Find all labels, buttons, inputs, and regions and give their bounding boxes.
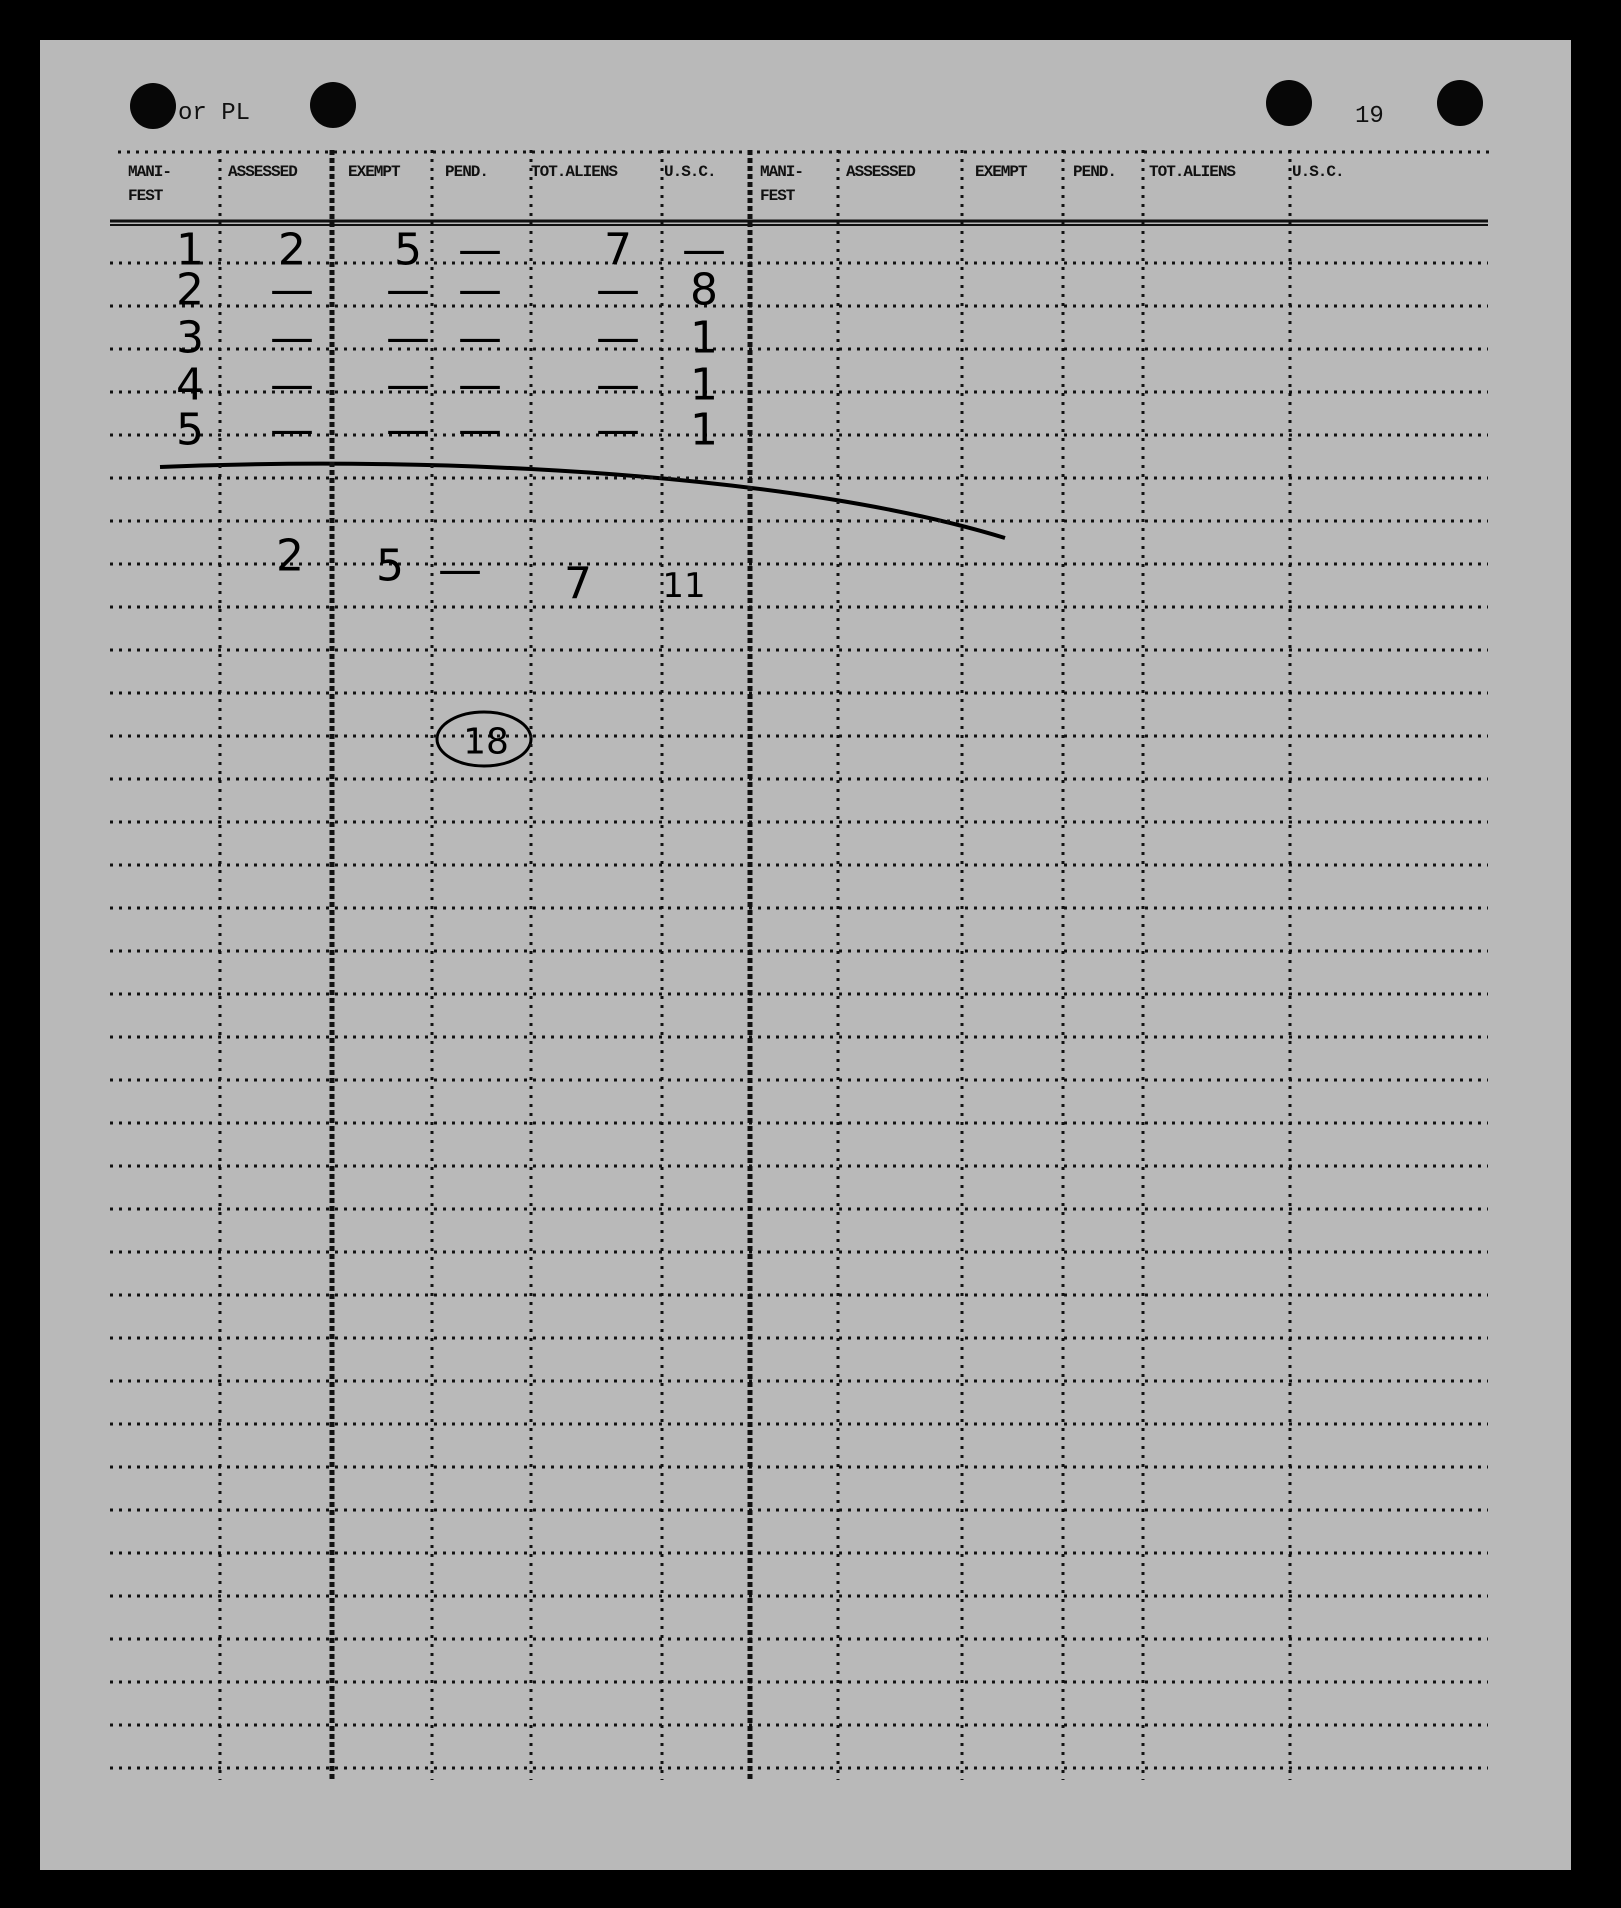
entry-pend: — xyxy=(458,359,502,411)
col-header-pend-left: PEND. xyxy=(445,163,489,181)
entry-manifest: 3 xyxy=(176,312,204,364)
entry-assessed: — xyxy=(270,359,314,411)
entry-tot-aliens: — xyxy=(596,312,640,364)
handwritten-total-line xyxy=(160,464,1005,538)
col-header-manifest-right: MANI- FEST xyxy=(760,163,804,205)
col-header-usc-left: U.S.C. xyxy=(664,163,716,181)
col-header-pend-right: PEND. xyxy=(1073,163,1117,181)
total-pend: — xyxy=(438,544,482,596)
col-header-tot-aliens-right: TOT.ALIENS xyxy=(1149,163,1236,181)
col-header-exempt-right: EXEMPT xyxy=(975,163,1027,181)
entry-assessed: — xyxy=(270,264,314,316)
col-header-exempt-left: EXEMPT xyxy=(348,163,400,181)
col-header-tot-aliens-left: TOT.ALIENS xyxy=(531,163,618,181)
entry-assessed: — xyxy=(270,312,314,364)
total-exempt: 5 xyxy=(376,540,404,592)
col-header-manifest-left: MANI- FEST xyxy=(128,163,172,205)
entry-exempt: — xyxy=(386,404,430,456)
entry-tot-aliens: — xyxy=(596,359,640,411)
entry-tot-aliens: — xyxy=(596,404,640,456)
entry-manifest: 5 xyxy=(176,404,204,456)
entry-exempt: 5 xyxy=(394,224,422,276)
entry-exempt: — xyxy=(386,312,430,364)
form-title-fragment: or PL xyxy=(178,100,251,127)
col-header-assessed-left: ASSESSED xyxy=(228,163,297,181)
entry-assessed: 2 xyxy=(278,224,306,276)
entry-manifest: 2 xyxy=(176,264,204,316)
entry-manifest: 4 xyxy=(176,359,204,411)
entry-usc: 8 xyxy=(690,264,718,316)
entry-exempt: — xyxy=(386,359,430,411)
total-assessed: 2 xyxy=(276,530,304,582)
entry-exempt: — xyxy=(386,264,430,316)
entry-pend: — xyxy=(458,224,502,276)
entry-pend: — xyxy=(458,264,502,316)
total-tot-aliens: 7 xyxy=(564,558,592,610)
entry-usc: 1 xyxy=(690,312,718,364)
entry-pend: — xyxy=(458,404,502,456)
grand-total: 18 xyxy=(463,721,509,763)
year-prefix: 19 xyxy=(1355,103,1384,130)
entry-tot-aliens: 7 xyxy=(604,224,632,276)
entry-tot-aliens: — xyxy=(596,264,640,316)
col-header-assessed-right: ASSESSED xyxy=(846,163,915,181)
entry-pend: — xyxy=(458,312,502,364)
total-usc: 11 xyxy=(662,566,706,606)
entry-assessed: — xyxy=(270,404,314,456)
entry-usc: 1 xyxy=(690,359,718,411)
col-header-usc-right: U.S.C. xyxy=(1292,163,1344,181)
entry-usc: — xyxy=(682,224,726,276)
entry-manifest: 1 xyxy=(176,224,204,276)
entry-usc: 1 xyxy=(690,404,718,456)
